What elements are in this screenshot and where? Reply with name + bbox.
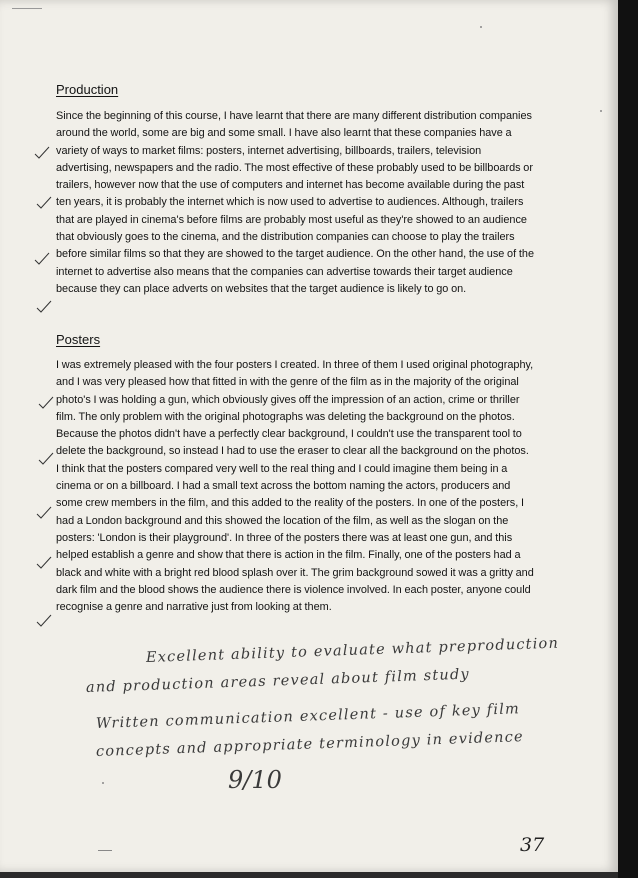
production-paragraph: Since the beginning of this course, I have learnt that there are many different distribution companies around the world, some are big and some small. I have also learnt that these companies have a variety of ways to market films: posters, internet advertising, billboards, trailers, television advertising, newspapers and the radio. The most effective of these probably used to be billboards or trailers, however now that the use of computers and internet has become available during the past ten years, it is probably the internet which is now used to advertise to audiences. Although, trailers that are played in cinema's before films are probably most useful as they're showed to an audience that obviously goes to the cinema, and the distribution companies can choose to play the trailers before similar films so that they are showed to the target audience. On the other hand, the use of the internet to advertise also means that the companies can advertise towards their target audience because they can place adverts on websites that the target audience is likely to go on.: [56, 110, 535, 295]
teacher-comment-line: concepts and appropriate terminology in evidence: [95, 729, 525, 760]
grade-mark: 9/10: [228, 766, 282, 794]
tick-mark-icon: [36, 614, 52, 628]
teacher-comment-line: and production areas reveal about film study: [85, 666, 471, 696]
tick-mark-icon: [34, 146, 50, 160]
scan-speck: [98, 850, 112, 851]
scanner-bottom-edge: [0, 872, 618, 878]
tick-mark-icon: [36, 300, 52, 314]
scan-speck: [480, 26, 482, 28]
posters-heading: Posters: [56, 332, 101, 347]
scan-mark: [12, 8, 42, 9]
tick-mark-icon: [36, 556, 52, 570]
tick-mark-icon: [36, 506, 52, 520]
tick-mark-icon: [38, 396, 54, 410]
posters-paragraph: I was extremely pleased with the four posters I created. In three of them I used original photography, and I was very pleased how that fitted in with the genre of the film as in the majority of the original photo's I was holding a gun, which obviously gives off the impression of an action, crime or thriller film. The only problem with the original photographs was deleting the background on the photos. Because the photos didn't have a perfectly clear background, I couldn't use the transparent tool to delete the background, so instead I had to use the eraser to clear all the background on the photos. I think that the posters compared very well to the real thing and I could imagine them being in a cinema or on a billboard. I had a small text across the bottom naming the actors, producers and some crew members in the film, and this added to the reality of the posters. In one of the posters, I had a London background and this showed the location of the film, as well as the slogan on the posters: 'London is their playground'. In three of the posters there was at least one gun, and this helped establish a genre and show that there is action in the film. Finally, one of the posters had a black and white with a bright red blood splash over it. The grim background sowed it was a gritty and dark film and the blood shows the audience there is violence involved. In each poster, anyone could recognise a genre and narrative just from looking at them.: [56, 359, 534, 614]
tick-mark-icon: [34, 252, 50, 266]
scanner-edge: [618, 0, 638, 878]
scan-speck: [102, 782, 104, 784]
tick-mark-icon: [36, 196, 52, 210]
teacher-comment-line: Written communication excellent - use of key film: [95, 701, 521, 732]
production-heading: Production: [56, 82, 119, 97]
page-number: 37: [520, 834, 545, 856]
scan-speck: [600, 110, 602, 112]
tick-mark-icon: [38, 452, 54, 466]
teacher-comment-line: Excellent ability to evaluate what preproduction: [145, 635, 560, 666]
